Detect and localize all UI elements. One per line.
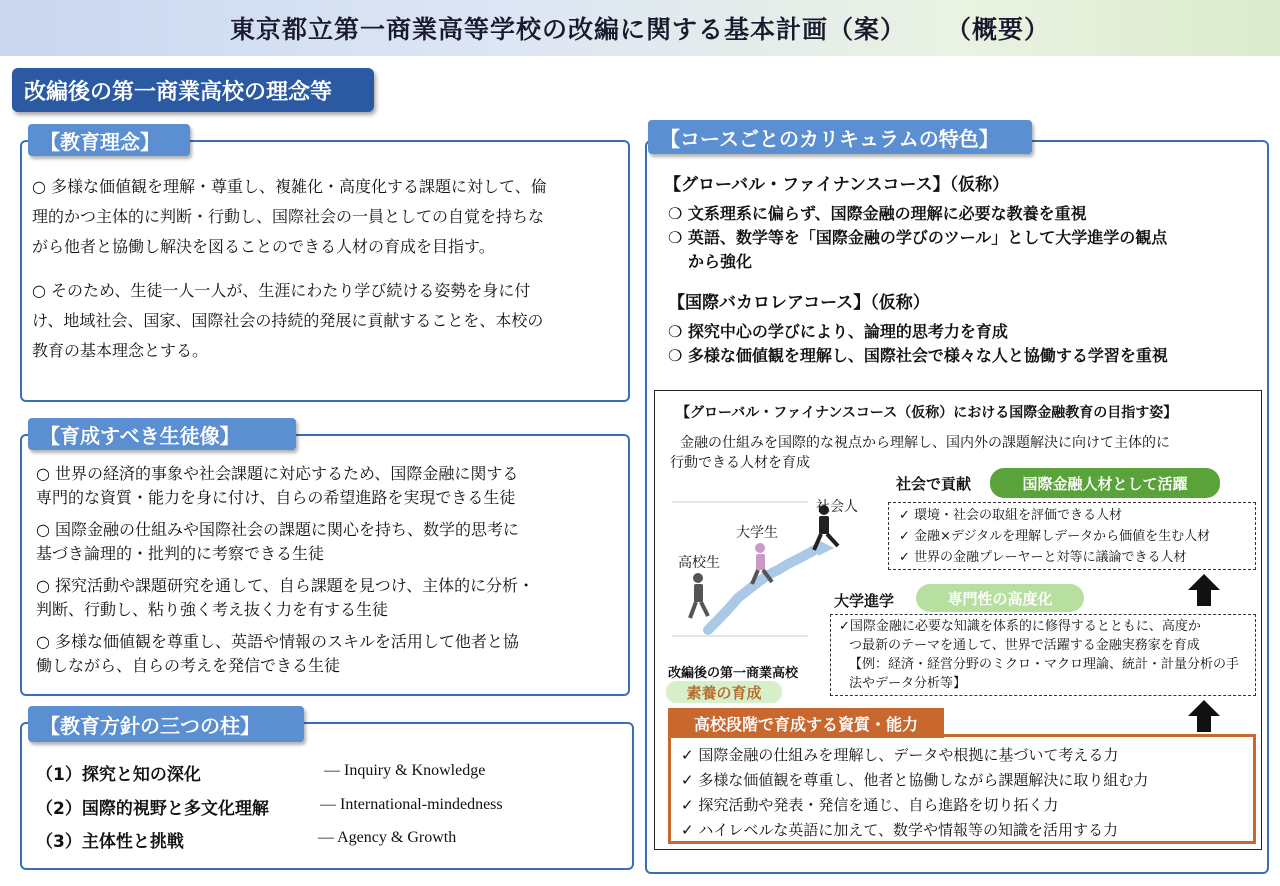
philosophy-p1-l2: 理的かつ主体的に判断・行動し、国際社会の一員としての自覚を持ちな [32,207,545,226]
up-arrow-icon-lower [1186,698,1222,734]
profile-item-line: 基づき論理的・批判的に考察できる生徒 [36,544,325,563]
page-title [0,0,1280,56]
hs-check-4: ✓ ハイレベルな英語に加えて、数学や情報等の知識を活用する力 [681,821,1119,839]
philosophy-p2-l3: 教育の基本理念とする。 [32,341,209,360]
society-label: 社会で貢献 [896,475,972,493]
profile-item-line: ○ 世界の経済的事象や社会課題に対応するため、国際金融に関する [36,464,519,483]
global-course-title: 【グローバル・ファイナンスコース】（仮称） [664,175,1010,195]
title-sub: （概要） [946,15,1051,44]
pillar-1-jp: （1）探究と知の深化 [36,765,201,785]
school-pill: 素養の育成 [666,681,782,703]
pillar-3-jp: （3）主体性と挑戦 [36,832,184,852]
section-banner: 改編後の第一商業高校の理念等 [12,68,374,112]
student-profile-box [20,434,630,696]
title-main: 東京都立第一商業高等学校の改編に関する基本計画（案） [229,15,906,44]
curriculum-tab: 【コースごとのカリキュラムの特色】 [648,120,1032,154]
goal-desc-2: 行動できる人材を育成 [670,455,810,471]
philosophy-p1-l3: がら他者と協働し解決を図ることのできる人材の育成を目指す。 [32,237,495,256]
stage-label-univ: 大学生 [736,525,778,541]
profile-item-line: ○ 探究活動や課題研究を通して、自ら課題を見つけ、主体的に分析・ [36,576,535,595]
student-figure-high [690,573,708,618]
univ-label: 大学進学 [834,592,895,610]
society-check-1: ✓ 環境・社会の取組を評価できる人材 [899,508,1123,523]
global-item-1: ❍ 文系理系に偏らず、国際金融の理解に必要な教養を重視 [668,204,1087,223]
global-item-2: ❍ 英語、数学等を「国際金融の学びのツール」として大学進学の観点 [668,228,1168,247]
profile-item-line: 働しながら、自らの考えを発信できる生徒 [36,656,341,675]
philosophy-tab: 【教育理念】 [28,124,190,156]
profile-item [36,574,626,622]
society-check-3: ✓ 世界の金融プレーヤーと対等に議論できる人材 [899,550,1187,565]
pillar-3-en: — Agency & Growth [318,829,457,846]
ib-item-2: ❍ 多様な価値観を理解し、国際社会で様々な人と協働する学習を重視 [668,346,1168,365]
philosophy-p2-l1: ○ そのため、生徒一人一人が、生涯にわたり学び続ける姿勢を身に付 [32,281,531,300]
pillar-2-jp: （2）国際的視野と多文化理解 [36,799,269,819]
stage-label-society: 社会人 [816,499,858,515]
philosophy-p1-l1: ○ 多様な価値観を理解・尊重し、複雑化・高度化する課題に対して、倫 [32,177,547,196]
profile-item [36,462,626,510]
ib-item-1: ❍ 探究中心の学びにより、論理的思考力を育成 [668,322,1008,341]
univ-text-3: 【例：経済・経営分野のミクロ・マクロ理論、統計・計量分析の手 [849,657,1240,672]
univ-pill: 専門性の高度化 [916,584,1084,612]
school-label: 改編後の第一商業高校 [668,666,799,681]
goal-desc-1: 金融の仕組みを国際的な視点から理解し、国内外の課題解決に向けて主体的に [680,435,1170,451]
society-pill: 国際金融人材として活躍 [990,468,1220,498]
profile-item-line: 判断、行動し、粘り強く考え抜く力を有する生徒 [36,600,389,619]
hs-check-3: ✓ 探究活動や発表・発信を通じ、自ら進路を切り拓く力 [681,796,1059,814]
goal-figure-title: 【グローバル・ファイナンスコース（仮称）における国際金融教育の目指す姿】 [676,405,1178,421]
philosophy-box [20,140,630,402]
hs-check-2: ✓ 多様な価値観を尊重し、他者と協働しながら課題解決に取り組む力 [681,771,1149,789]
ib-course-title: 【国際バカロレアコース】（仮称） [668,293,930,313]
hs-abilities-box [668,734,1256,844]
profile-item-line: ○ 国際金融の仕組みや国際社会の課題に関心を持ち、数学的思考に [36,520,520,539]
univ-text-box [830,614,1256,696]
pillar-2-en: — International-mindedness [320,796,503,813]
profile-item-line: ○ 多様な価値観を尊重し、英語や情報のスキルを活用して他者と協 [36,632,519,651]
philosophy-p2-l2: け、地域社会、国家、国際社会の持続的発展に貢献することを、本校の [32,311,544,330]
society-checks-box [888,502,1256,570]
univ-text-2: つ最新のテーマを通して、世界で活躍する金融実務家を育成 [849,638,1200,653]
profile-item [36,630,626,678]
pillars-tab: 【教育方針の三つの柱】 [28,706,304,742]
global-item-3: から強化 [688,252,753,271]
student-profile-tab: 【育成すべき生徒像】 [28,418,296,450]
univ-text-4: 法やデータ分析等】 [849,676,967,691]
hs-check-1: ✓ 国際金融の仕組みを理解し、データや根拠に基づいて考える力 [681,746,1119,764]
univ-text-1: ✓国際金融に必要な知識を体系的に修得するとともに、高度か [839,619,1201,634]
profile-item-line: 専門的な資質・能力を身に付け、自らの希望進路を実現できる生徒 [36,488,516,507]
profile-item [36,518,626,566]
pillar-1-en: — Inquiry & Knowledge [324,762,486,779]
up-arrow-icon-upper [1186,572,1222,608]
society-check-2: ✓ 金融×デジタルを理解しデータから価値を生む人材 [899,529,1211,544]
stage-label-high: 高校生 [678,555,720,571]
hs-abilities-tab: 高校段階で育成する資質・能力 [668,708,944,738]
